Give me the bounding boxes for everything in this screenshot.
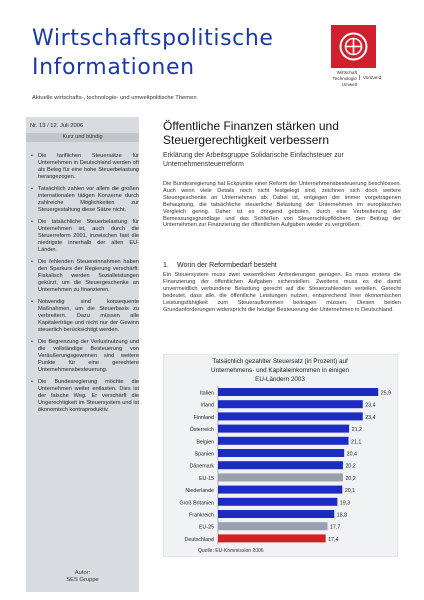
list-item: • Die tariflichen Steuersätze für Unternehmen in Deutschland werden oft als Beleg für eine hohe Steuerbelastung herangezogen. — [31, 153, 139, 181]
list-item: • Die Begrenzung der Verlustnutzung und die vollständige Besteuerung von Veräußerungsgewinnen sind weitere Punkte für eine gerechtere Unternehmensbesteuerung. — [31, 339, 139, 374]
chart-data-label: 20,2 — [345, 475, 356, 482]
author-label: Autor: — [74, 570, 91, 576]
chart-category-label: Italien — [199, 390, 214, 397]
chart-bar — [218, 461, 343, 469]
chart-category-label: Irland — [200, 402, 214, 409]
chart-title-line: Tatsächlich gezahlter Steuersatz (in Prozent) auf — [212, 358, 348, 365]
chart-bar — [218, 486, 342, 494]
chart-category-label: Spanien — [194, 451, 214, 458]
chart-category-label: EU-15 — [198, 475, 214, 482]
chart-category-label: Finnland — [193, 414, 214, 421]
article-subtitle: Erklärung der Arbeitsgruppe Solidarische Einfachsteuer zur Unternehmensteuerreform — [163, 152, 344, 168]
chart-bar — [218, 425, 349, 433]
tax-rate-bar-chart — [163, 354, 398, 557]
chart-bar — [218, 522, 327, 530]
chart-data-label: 23,4 — [365, 414, 376, 421]
chart-category-label: Frankreich — [188, 512, 214, 519]
list-item: • Tatsächlich zahlen vor allem die großen internationalen tätigen Konzerne durch zahlreiche Möglichkeiten zur Steuergestaltung diese Sätze nicht. — [31, 186, 139, 214]
summary-sidebar — [26, 117, 139, 592]
chart-bar — [218, 437, 349, 445]
chart-category-label: Dänemark — [189, 463, 214, 470]
section-number: 1. — [163, 262, 169, 269]
chart-data-label: 20,2 — [345, 463, 356, 470]
chart-bar — [218, 388, 378, 396]
section-paragraph: Ein Steuersystem muss zwei wesentlichen Anforderungen genügen. Es muss erstens die Finanzierung der öffentlichen Aufgaben sicherstellen. Zweitens muss es die damit unvermeidlich verbundene Belastung gerecht auf die Steuerzahlenden verteilen. Gerecht bedeutet, dass alle, die öffentliche Leistungen nutzen, entsprechend ihrer ökonomischen Leistungsfähigkeit zum Steueraufkommen beitragen müssen. Diesen beiden Grundanforderungen widerspricht die heutige Besteuerung der Unternehmen in Deutschland. — [163, 272, 401, 313]
title-line-1: Wirtschaftspolitische — [32, 26, 274, 51]
chart-category-label: Belgien — [196, 439, 214, 446]
article-title-line: Steuergerechtigkeit verbessern — [163, 133, 330, 147]
chart-bar — [218, 412, 363, 420]
chart-category-label: EU-25 — [198, 524, 214, 531]
chart-category-label: Niederlande — [185, 488, 214, 495]
chart-data-label: 21,2 — [351, 427, 362, 434]
logo-caption-line: Technologie — [332, 76, 357, 81]
kurz-und-buendig-label: Kurz und bündig — [26, 133, 139, 142]
chart-bar — [218, 534, 326, 542]
summary-list — [31, 153, 139, 419]
chart-data-label: 20,1 — [344, 488, 356, 495]
chart-data-label: 17,4 — [328, 536, 339, 543]
author-block — [26, 570, 139, 584]
chart-data-label: 21,1 — [351, 439, 362, 446]
chart-category-label: Österreich — [189, 427, 214, 434]
chart-data-label: 23,4 — [365, 402, 376, 409]
article-title — [163, 119, 393, 147]
logo-caption — [317, 70, 357, 88]
author-name: SES Gruppe — [66, 577, 99, 583]
chart-data-label: 20,4 — [346, 451, 357, 458]
list-item: • Die Bundesregierung möchte die Unternehmen weiter entlasten. Dies ist der falsche Weg. Er verschärft die Ungerechtigkeit im Steuersystem und ist ökonomisch kontraproduktiv. — [31, 379, 139, 414]
title-line-2: Informationen — [32, 55, 195, 80]
chart-category-label: Groß Britanien — [179, 500, 214, 507]
list-item: • Notwendig sind konsequente Maßnahmen, um die Steuerbasis zu verbreitern. Dazu müssen alle Kapitalerträge und nicht nur der Gewinn steuerlich berücksichtigt werden. — [31, 299, 139, 334]
section-title: Worin der Reformbedarf besteht — [177, 262, 277, 269]
list-item: • Die fehlenden Steuereinnahmen haben den Sparkurs der Regierung verschärft. Fiskalisch werden Sozialleistungen gekürzt, um die Steuergeschenke an Unternehmen zu finanzieren. — [31, 259, 139, 294]
logo-caption-line: Umwelt — [341, 82, 357, 87]
ig-metall-logo-icon — [331, 25, 376, 68]
chart-category-label: Deutschland — [184, 536, 214, 543]
section-heading — [163, 262, 277, 269]
chart-bar — [218, 510, 334, 518]
chart-title-line: Unternehmens- und Kapitaleinkommen in einigen — [211, 367, 349, 374]
chart-title-line: EU-Ländern 2003 — [255, 376, 305, 383]
intro-paragraph: Die Bundesregierung hat Eckpunkte einer Reform der Unternehmensbesteuerung beschlossen. Auch wenn viele Details noch nicht festgelegt sind, zeichnen sich doch weitere Steuergeschenke an Unternehmen ab. Dabei ist, entgegen der immer vorgetragenen Behauptung, die tatsächliche steuerliche Belastung der Unternehmen im europäischen Vergleich gering. Daher ist es dringend geboten, durch eine Verbreiterung der Bemessungsgrundlage und das Schließen von Steuerschlupflöchern den Beitrag der Unternehmen zur Finanzierung der öffentlichen Aufgaben wieder zu vergrößern. — [163, 181, 401, 229]
list-item: • Die tatsächliche Steuerbelastung für Unternehmen ist, auch durch die Steuerreform 2001, inzwischen fast die niedrigste innerhalb der alten EU-Länder. — [31, 219, 139, 254]
chart-data-label: 25,9 — [380, 390, 392, 397]
chart-bar — [218, 498, 337, 506]
chart-source: Quelle: EU-Kommission 2006 — [198, 548, 264, 554]
logo-vorstand: Vorstand — [359, 75, 381, 80]
issue-number: Nr. 13 / 12. Juli 2006 — [30, 123, 84, 129]
page-subtitle: Aktuelle wirtschafts-, technologie- und umweltpolitische Themen — [32, 95, 197, 101]
logo-caption-line: Wirtschaft — [336, 70, 357, 75]
chart-data-label: 17,7 — [329, 524, 341, 531]
chart-bar — [218, 473, 343, 481]
page-title — [32, 24, 322, 82]
chart-bar — [218, 449, 344, 457]
article-title-line: Öffentliche Finanzen stärken und — [163, 119, 339, 133]
chart-data-label: 19,3 — [339, 500, 351, 507]
chart-bar — [218, 400, 363, 408]
chart-data-label: 18,8 — [336, 512, 348, 519]
